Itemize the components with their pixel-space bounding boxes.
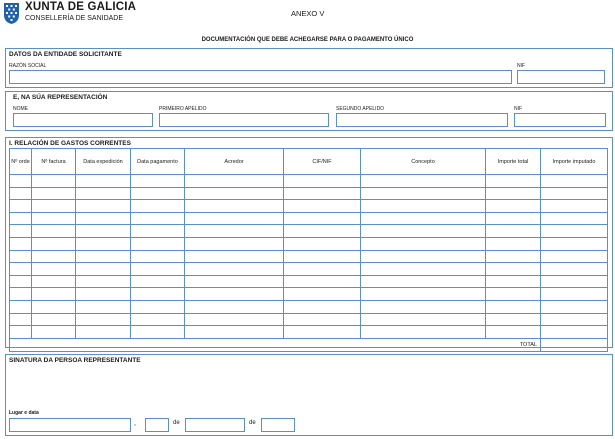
expenses-section-title: I. RELACIÓN DE GASTOS CORRENTES [9,140,131,147]
org-name: XUNTA DE GALICIA [25,1,137,13]
table-cell[interactable] [76,200,131,213]
table-cell[interactable] [541,326,608,339]
table-cell[interactable] [185,263,284,276]
comma-separator: , [134,420,136,427]
table-cell[interactable] [541,300,608,313]
table-cell[interactable] [10,326,32,339]
table-cell[interactable] [486,212,541,225]
table-cell[interactable] [10,250,32,263]
table-cell[interactable] [76,313,131,326]
table-cell[interactable] [361,275,486,288]
table-cell[interactable] [185,326,284,339]
table-cell[interactable] [185,313,284,326]
expenses-header-row [10,149,608,175]
table-cell[interactable] [284,300,361,313]
table-cell[interactable] [361,212,486,225]
table-cell[interactable] [32,300,76,313]
surname2-label: SEGUNDO APELIDO [336,106,385,112]
company-name-label: RAZÓN SOCIAL [9,63,47,69]
total-amount-cell[interactable] [541,338,608,351]
column-header: Nº factura [32,149,76,175]
table-cell[interactable] [131,225,185,238]
day-field[interactable] [145,418,169,432]
table-cell[interactable] [32,250,76,263]
expenses-table-body [10,175,608,352]
table-row [10,288,608,301]
table-row [10,300,608,313]
total-label: TOTAL [10,338,541,351]
of-label-2: de [249,420,256,426]
table-cell[interactable] [284,225,361,238]
expenses-table [9,148,608,352]
table-cell[interactable] [32,263,76,276]
table-cell[interactable] [486,237,541,250]
table-cell[interactable] [361,250,486,263]
of-label-1: de [173,420,180,426]
table-cell[interactable] [486,275,541,288]
table-cell[interactable] [185,288,284,301]
table-row [10,275,608,288]
table-cell[interactable] [541,275,608,288]
table-cell[interactable] [185,212,284,225]
column-header: Importe imputado [541,149,608,175]
table-row [10,175,608,188]
year-field[interactable] [261,418,295,432]
representative-section-title: E, NA SÚA REPRESENTACIÓN [13,94,108,101]
total-row [10,338,608,351]
column-header: CIF/NIF [284,149,361,175]
table-cell[interactable] [541,200,608,213]
table-cell[interactable] [10,313,32,326]
table-cell[interactable] [185,200,284,213]
table-cell[interactable] [541,237,608,250]
table-cell[interactable] [541,225,608,238]
table-cell[interactable] [185,187,284,200]
table-cell[interactable] [284,200,361,213]
table-cell[interactable] [10,300,32,313]
table-cell[interactable] [486,288,541,301]
table-cell[interactable] [361,288,486,301]
table-cell[interactable] [32,175,76,188]
table-cell[interactable] [32,225,76,238]
table-cell[interactable] [131,326,185,339]
table-cell[interactable] [284,175,361,188]
table-cell[interactable] [32,275,76,288]
table-cell[interactable] [361,313,486,326]
table-row [10,326,608,339]
table-cell[interactable] [185,237,284,250]
table-cell[interactable] [185,275,284,288]
table-cell[interactable] [486,200,541,213]
table-cell[interactable] [284,313,361,326]
column-header: Data expedición [76,149,131,175]
table-cell[interactable] [541,288,608,301]
table-cell[interactable] [284,212,361,225]
table-cell[interactable] [284,187,361,200]
company-name-field[interactable] [9,70,512,84]
annex-label: ANEXO V [291,9,325,18]
table-cell[interactable] [76,263,131,276]
column-header: Data pagamento [131,149,185,175]
table-cell[interactable] [131,250,185,263]
table-row [10,250,608,263]
table-cell[interactable] [76,300,131,313]
table-cell[interactable] [10,187,32,200]
table-cell[interactable] [131,300,185,313]
table-cell[interactable] [76,212,131,225]
table-cell[interactable] [131,200,185,213]
table-cell[interactable] [486,225,541,238]
table-cell[interactable] [486,175,541,188]
entity-section-title: DATOS DA ENTIDADE SOLICITANTE [9,51,122,58]
table-row [10,237,608,250]
signature-section-title: SINATURA DA PERSOA REPRESENTANTE [9,357,141,364]
table-cell[interactable] [284,250,361,263]
table-cell[interactable] [361,175,486,188]
table-cell[interactable] [541,313,608,326]
table-cell[interactable] [131,237,185,250]
column-header: Acredor [185,149,284,175]
place-field[interactable] [9,418,131,432]
table-cell[interactable] [131,212,185,225]
table-row [10,225,608,238]
table-cell[interactable] [10,225,32,238]
table-cell[interactable] [76,175,131,188]
surname1-label: PRIMEIRO APELIDO [159,106,207,112]
table-cell[interactable] [361,237,486,250]
table-cell[interactable] [541,250,608,263]
table-cell[interactable] [32,288,76,301]
table-cell[interactable] [32,212,76,225]
table-row [10,187,608,200]
table-cell[interactable] [76,237,131,250]
table-cell[interactable] [32,326,76,339]
place-date-label: Lugar e data [9,410,39,416]
table-cell[interactable] [131,187,185,200]
table-cell[interactable] [76,288,131,301]
table-cell[interactable] [541,175,608,188]
month-field[interactable] [185,418,245,432]
table-cell[interactable] [76,187,131,200]
table-cell[interactable] [131,313,185,326]
table-cell[interactable] [10,200,32,213]
table-row [10,313,608,326]
table-cell[interactable] [10,212,32,225]
table-cell[interactable] [131,275,185,288]
table-cell[interactable] [32,200,76,213]
table-cell[interactable] [10,275,32,288]
table-cell[interactable] [32,237,76,250]
first-name-field[interactable] [13,113,153,127]
table-cell[interactable] [486,326,541,339]
table-cell[interactable] [10,175,32,188]
table-cell[interactable] [486,187,541,200]
table-cell[interactable] [361,300,486,313]
surname2-field[interactable] [336,113,508,127]
table-cell[interactable] [361,263,486,276]
representative-nif-label: NIF [514,106,523,112]
table-cell[interactable] [76,326,131,339]
table-cell[interactable] [32,313,76,326]
table-cell[interactable] [541,187,608,200]
table-cell[interactable] [361,225,486,238]
table-row [10,200,608,213]
table-cell[interactable] [284,288,361,301]
column-header: Concepto [361,149,486,175]
table-cell[interactable] [185,225,284,238]
table-cell[interactable] [131,263,185,276]
table-cell[interactable] [284,263,361,276]
table-cell[interactable] [541,263,608,276]
table-row [10,263,608,276]
table-cell[interactable] [486,263,541,276]
table-cell[interactable] [486,300,541,313]
xunta-logo-icon [3,2,20,25]
table-cell[interactable] [541,212,608,225]
table-cell[interactable] [10,288,32,301]
table-cell[interactable] [131,175,185,188]
table-row [10,212,608,225]
table-cell[interactable] [361,326,486,339]
table-cell[interactable] [185,175,284,188]
representative-nif-field[interactable] [514,113,606,127]
department-name: CONSELLERÍA DE SANIDADE [25,15,124,22]
surname1-field[interactable] [159,113,329,127]
table-cell[interactable] [131,288,185,301]
table-cell[interactable] [10,263,32,276]
table-cell[interactable] [10,237,32,250]
table-cell[interactable] [76,225,131,238]
table-cell[interactable] [486,313,541,326]
table-cell[interactable] [185,300,284,313]
document-title: DOCUMENTACIÓN QUE DEBE ACHEGARSE PARA O PAGAMENTO ÚNICO [201,37,414,43]
table-cell[interactable] [284,275,361,288]
table-cell[interactable] [361,200,486,213]
table-cell[interactable] [185,250,284,263]
table-cell[interactable] [284,326,361,339]
table-cell[interactable] [361,187,486,200]
table-cell[interactable] [32,187,76,200]
entity-nif-field[interactable] [517,70,605,84]
entity-nif-label: NIF [517,63,526,69]
column-header: Importe total [486,149,541,175]
table-cell[interactable] [76,250,131,263]
column-header: Nº orde [10,149,32,175]
table-cell[interactable] [486,250,541,263]
first-name-label: NOME [13,106,28,112]
table-cell[interactable] [76,275,131,288]
table-cell[interactable] [284,237,361,250]
